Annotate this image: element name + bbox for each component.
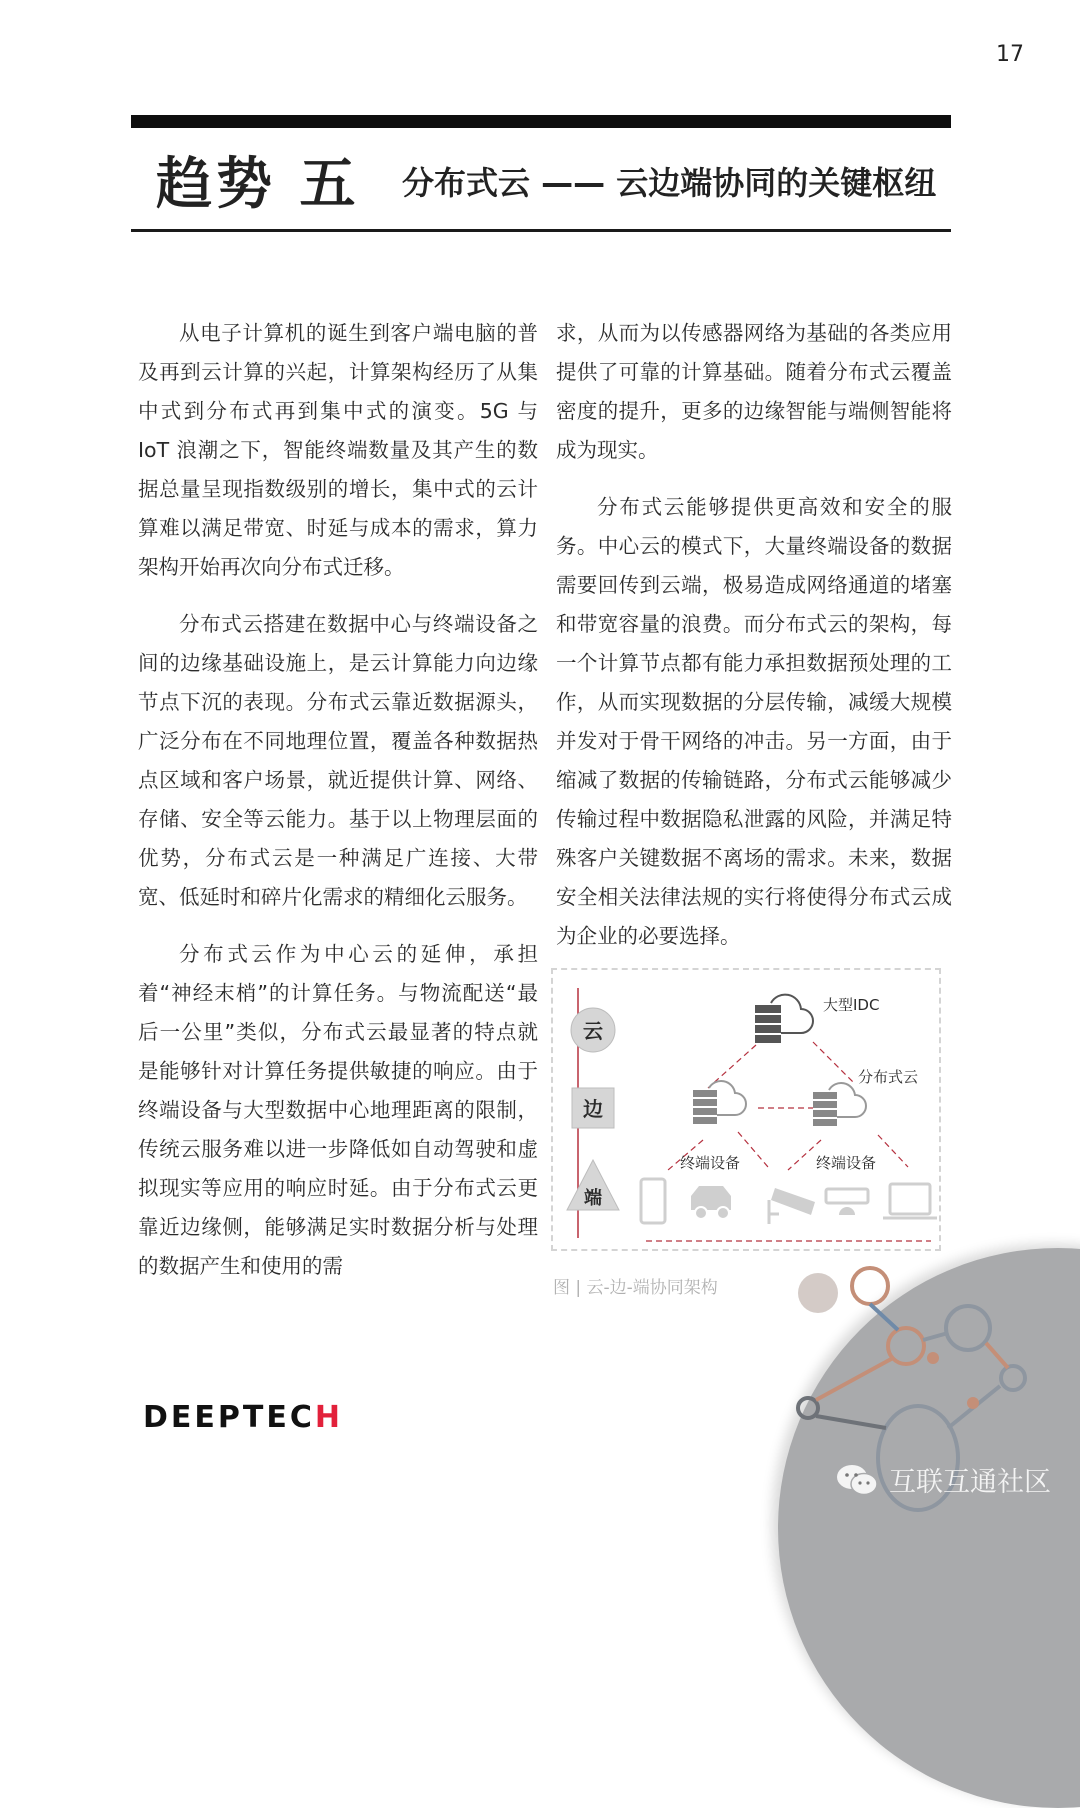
tier-edge-label: 边	[583, 1097, 603, 1121]
tier-device-label: 端	[584, 1188, 602, 1209]
figure-caption: 图 | 云-边-端协同架构	[553, 1278, 718, 1298]
edge-server-left-icon	[693, 1081, 746, 1124]
watermark-text: 互联互通社区	[889, 1467, 1051, 1498]
tier-device-badge	[567, 1160, 619, 1210]
paragraph: 求，从而为以传感器网络为基础的各类应用提供了可靠的计算基础。随着分布式云覆盖密度的提升，更多的边缘智能与端侧智能将成为现实。	[556, 321, 952, 462]
section-title: 分布式云 —— 云边端协同的关键枢纽	[402, 164, 937, 202]
idc-label: 大型IDC	[823, 996, 880, 1014]
trend-label: 趋势 五	[156, 152, 360, 217]
devices-left-label: 终端设备	[680, 1154, 741, 1172]
paragraph: 分布式云作为中心云的延伸，承担着“神经末梢”的计算任务。与物流配送“最后一公里”类似，分布式云最显著的特点就是能够针对计算任务提供敏捷的响应。由于终端设备与大型数据中心地理距离的限制，传统云服务难以进一步降低如自动驾驶和虚拟现实等应用的响应时延。由于分布式云更靠近边缘侧，能够满足实时数据分析与处理的数据产生和使用的需	[138, 942, 538, 1278]
brand-text: DEEPTECH	[143, 1400, 343, 1435]
sensor-icon	[826, 1189, 868, 1215]
device-icons	[641, 1179, 937, 1224]
smartphone-icon	[641, 1179, 665, 1223]
header-bottom-rule	[131, 229, 951, 232]
tier-edge-badge	[572, 1088, 614, 1128]
paragraph: 从电子计算机的诞生到客户端电脑的普及再到云计算的兴起，计算架构经历了从集中式到分布式再到集中式的演变。5G 与 IoT 浪潮之下，智能终端数量及其产生的数据总量呈现指数级别的增长，集中式的云计算难以满足带宽、时延与成本的需求，算力架构开始再次向分布式迁移。	[138, 321, 538, 579]
decorative-network-circle	[778, 1248, 1080, 1808]
wechat-icon	[835, 1463, 879, 1497]
wechat-watermark	[835, 1460, 1051, 1499]
deeptech-logo	[143, 1400, 343, 1435]
laptop-icon	[883, 1184, 937, 1218]
devices-right-label: 终端设备	[816, 1154, 877, 1172]
idc-server-icon	[755, 995, 813, 1043]
car-icon	[691, 1186, 731, 1219]
paragraph: 分布式云能够提供更高效和安全的服务。中心云的模式下，大量终端设备的数据需要回传到云端，极易造成网络通道的堵塞和带宽容量的浪费。而分布式云的架构，每一个计算节点都有能力承担数据预处理的工作，从而实现数据的分层传输，减缓大规模并发对于骨干网络的冲击。另一方面，由于缩减了数据的传输链路，分布式云能够减少传输过程中数据隐私泄露的风险，并满足特殊客户关键数据不离场的需求。未来，数据安全相关法律法规的实行将使得分布式云成为企业的必要选择。	[556, 495, 952, 948]
paragraph: 分布式云搭建在数据中心与终端设备之间的边缘基础设施上，是云计算能力向边缘节点下沉的表现。分布式云靠近数据源头，广泛分布在不同地理位置，覆盖各种数据热点区域和客户场景，就近提供计算、网络、存储、安全等云能力。基于以上物理层面的优势，分布式云是一种满足广连接、大带宽、低延时和碎片化需求的精细化云服务。	[138, 612, 538, 909]
architecture-figure	[551, 968, 941, 1251]
brand-accent-letter: H	[314, 1400, 343, 1435]
tier-cloud-badge	[571, 1008, 615, 1052]
right-column	[556, 314, 952, 974]
left-column	[138, 314, 538, 1304]
tier-cloud-label: 云	[583, 1019, 603, 1043]
distributed-cloud-label: 分布式云	[858, 1068, 919, 1086]
edge-server-right-icon	[813, 1083, 866, 1126]
camera-icon	[769, 1188, 815, 1224]
architecture-diagram	[553, 970, 939, 1249]
page-number: 17	[996, 42, 1024, 67]
header-top-rule	[131, 115, 951, 128]
